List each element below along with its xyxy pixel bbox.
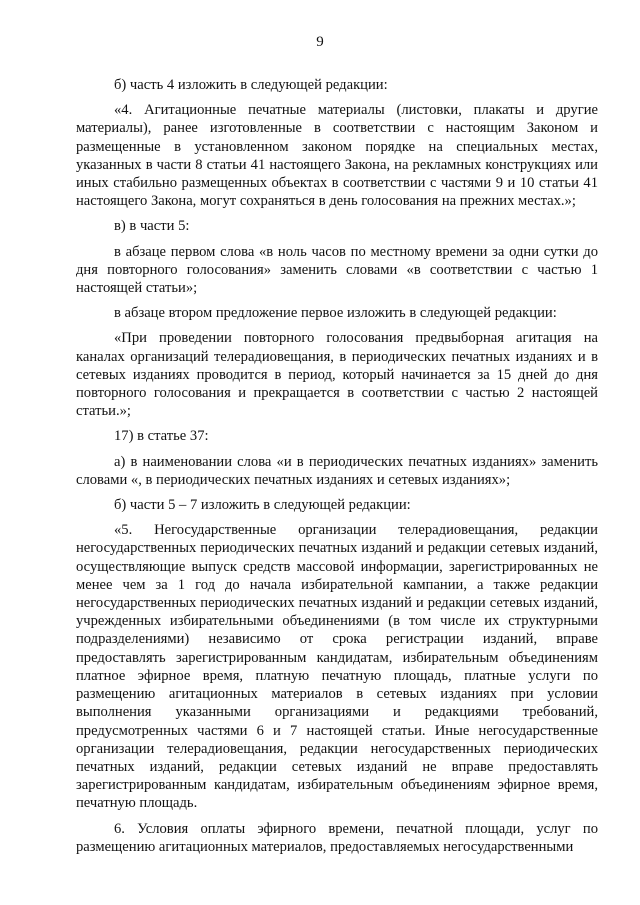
page-number: 9 <box>316 34 324 50</box>
paragraph: «5. Негосударственные организации телерадиовещания, редакции негосударственных периодических печатных изданий и редакции сетевых изданий, осуществляющие выпуск средств массовой информации, зарегистрированных не менее чем за 1 год до начала избирательной кампании, а также редакции негосударственных периодических печатных изданий и редакции сетевых изданий, учрежденных избирательными объединениями (в том числе их структурными подразделениями) независимо от срока регистрации изданий, вправе предоставлять зарегистрированным кандидатам, избирательным объединениям платное эфирное время, платную печатную площадь, платные услуги по размещению агитационных материалов в сетевых изданиях при условии выполнения указанными организациями и редакциями требований, предусмотренных частями 6 и 7 настоящей статьи. Иные негосударственные организации телерадиовещания, редакции негосударственных периодических печатных изданий, редакции сетевых изданий не вправе предоставлять зарегистрированным кандидатам, избирательным объединениям эфирное время, печатную площадь. <box>76 522 598 812</box>
paragraph: «При проведении повторного голосования предвыборная агитация на каналах организаций телерадиовещания, в периодических печатных изданиях и в сетевых изданиях проводится в период, который начинается за 15 дней до дня повторного голосования и прекращается в соответствии с частью 2 настоящей статьи.»; <box>76 330 598 420</box>
paragraph: «4. Агитационные печатные материалы (листовки, плакаты и другие материалы), ранее изготовленные в соответствии с настоящим Законом и размещенные в установленном законом порядке на специальных местах, указанных в части 8 статьи 41 настоящего Закона, на рекламных конструкциях или иных стабильно размещенных объектах в соответствии с частями 9 и 10 статьи 41 настоящего Закона, могут сохраняться в день голосования на прежних местах.»; <box>76 102 598 210</box>
paragraph: 6. Условия оплаты эфирного времени, печатной площади, услуг по размещению агитационных материалов, предоставляемых негосударственными <box>76 820 598 855</box>
paragraph: в абзаце втором предложение первое изложить в следующей редакции: <box>114 305 557 322</box>
paragraph: в) в части 5: <box>114 218 190 235</box>
paragraph: а) в наименовании слова «и в периодических печатных изданиях» заменить словами «, в периодических печатных изданиях и сетевых изданиях»; <box>76 453 598 488</box>
document-body <box>76 76 598 856</box>
paragraph: 17) в статье 37: <box>114 428 209 445</box>
paragraph: в абзаце первом слова «в ноль часов по местному времени за одни сутки до дня повторного голосования» заменить словами «в соответствии с частью 1 настоящей статьи»; <box>76 243 598 297</box>
paragraph: б) части 5 – 7 изложить в следующей редакции: <box>114 497 411 514</box>
paragraph: б) часть 4 изложить в следующей редакции: <box>114 77 388 93</box>
